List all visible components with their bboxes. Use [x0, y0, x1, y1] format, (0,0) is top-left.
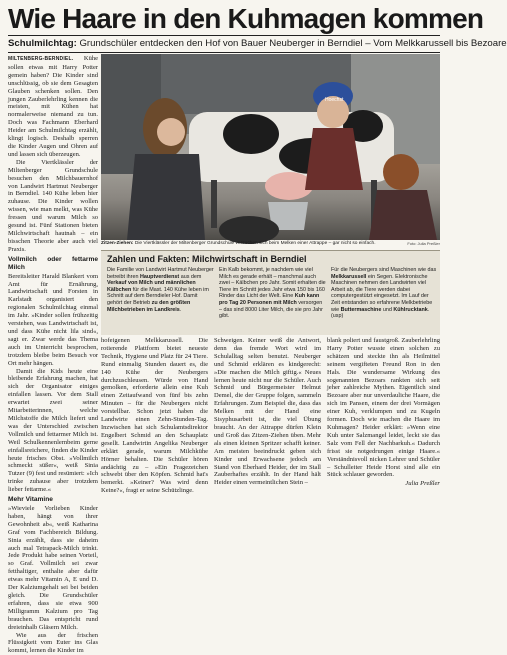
fact-box-text: Melkkarussell: [331, 273, 367, 280]
cap-text: Hoechst: [325, 97, 344, 103]
fact-box-title: Zahlen und Fakten: Milchwirtschaft in Berndiel: [107, 254, 307, 264]
article-paragraph: blank poliert und faustgroß. Zauberlehrling Harry Potter wusste einen solchen zu schätzen und steckte ihn als Heilmittel seinem vergifteten Freund Ron in den Hals. Die wundersame Wirkung des sogenannten Bezoars rankten sich seit jeher zahlreiche Mythen. Eigentlich sind Bezoare aber nur unverdauliche Haare, die sich im Pansen, einem der drei Vormägen einer Kuh, verklumpen und zu Kugeln formen. Doch wie machen die Haare im Kuhmagen? Heider erklärt: »Wenn eine Kuh unter Salzmangel leidet, leckt sie das Salz vom Fell der Nachbarkuh.« Dadurch frisst sie notgedrungen einige Haare.« Verständnisvoll nicken Lehrer und Schüler – Schulleiter Heide Horst sind alle ein Stück schlauer geworden.: [327, 337, 440, 479]
fact-box-text: betreibt ihren: [107, 273, 140, 280]
fact-box-text: Hauptverdienst: [139, 273, 180, 280]
article-column-left: [8, 55, 98, 655]
fact-box-text: Kuh kann pro Tag 20 Personen mit Milch: [219, 293, 320, 306]
photo-credit: Foto: Julia Preßler: [407, 241, 440, 246]
caption-kicker: Zitzen-Ziehen:: [101, 241, 134, 246]
fact-box-text: Für die Neubergers sind Maschinen wie das: [331, 267, 437, 273]
article-paragraph: Schweigen. Keiner weiß die Antwort, denn das fremde Wort wird im Schulalltag selten benutzt. Neuberger und Schmid erklären es kindgerecht: »Die machen die Milch giftig.« Neues lernen heute nicht nur die Schüler. Auch Schmid und Bürgermeister Helmut Demel, die der Gruppe folgen, sammeln Erfahrungen. Zum Beispiel die, dass das Melken mit der Hand eine Sisyphusarbeit ist, die viel Übung braucht. An der Attrappe dürfen Klein und Groß das Zitzen-Ziehen üben. Mehr als einen kleinen Spritzer schafft keiner. Am meisten beeindruckt geben sich Kinder und Erwachsene jedoch am Stand von Eberhard Heider, der im Stall Zauberhaftes erzählt. In der Hand hält Heider einen vermeintlichen Stein –: [214, 337, 321, 487]
fact-box-text: Buttermaschine: [340, 306, 382, 313]
fact-box-text: aus dem: [179, 273, 202, 280]
caption-text: Die Viertklässler der Miltenberger Grundschule versuchen sich beim Melken einer Attrappe – gar nicht so einfach.: [134, 241, 376, 246]
article-paragraph: Bereitsleiter Harald Blankert vom Amt für Ernährung, Landwirtschaft und Forsten in Karlstadt organisiert den regionalen Schulmilchtag einmal im Jahr. »Kinder sollen frühzeitig verstehen, was Landwirtschaft ist, und dass Kühe nicht lila sind«, sagt er. Zwar werde das Thema auch im Unterricht besprochen, trotzdem bleibe beim Besuch vor Ort mehr hängen.: [8, 272, 98, 367]
crosshead-vollmilch: Vollmilch oder fettarme Milch: [8, 255, 98, 271]
subhead-kicker: Schulmilchtag:: [8, 38, 77, 49]
fact-box-text: und: [381, 306, 394, 313]
article-paragraph: »Wieviele Vorlieben Kinder haben, hängt von ihrer Gewohnheit ab«, weiß Katharina Graf vom Fachbereich Bildung. Sinia erzählt, dass sie daheim auch mal Tetrapack-Milch trinkt. Jede Produkt habe seinen Vorteil, so Graf. Vollmilch sei zwar fetthaltiger, enthalte aber dafür etwas mehr Vitamin A, E und D. Der Kalziumgehalt sei bei beiden gleich. Die Grundschüler erfahren, dass sie etwa 900 Milligramm Kalzium pro Tag brauchen. Das entspricht rund dreieinhalb Gläsern Milch.: [8, 505, 98, 631]
fact-box-text: Kühlrucktank: [393, 306, 428, 313]
fact-box-text: Die Familie von Landwirt Hartmut Neuberger: [107, 267, 214, 273]
subhead-rule: [8, 52, 440, 53]
fact-box-text: Verkauf von Milch und männlichen Kälbchen: [107, 280, 196, 293]
headline-rule: [8, 35, 440, 36]
fact-box-text: für die Mast. 140 Kühe leben im Schnitt auf dem Berndieler Hof. Damit gehört der Betrieb: [107, 286, 209, 306]
fact-box-column-2: [219, 267, 326, 333]
fact-box: [101, 250, 440, 335]
article-intro: Kühe sollen etwas mit Harry Potter gemein haben? Die Kinder sind unschlüssig, ob sie dem Gesagten Glauben schenken sollen. Den jungen Zauberlehrling kennen die meisten, mit Kühen hat normalerweise niemand zu tun. Doch was Fachmann Eberhard Heider am Schulmilchtag erzählt, klingt logisch. Deshalb sperren die Kinder Augen und Ohren auf und lassen sich überzeugen.: [8, 55, 98, 158]
milking-photo: [101, 54, 440, 240]
fact-box-text: . (usp): [331, 306, 430, 320]
fact-box-text: Ein Kalb bekommt, je nachdem wie viel Milch es gerade erhält – manchmal auch zwei – Kälbchen pro Jahr. Somit erhalten die Tiere im Schnitt jedes Jahr etwa 150 bis 160 Rinder das Licht der Welt. Eine: [219, 267, 326, 300]
dateline: MILTENBERG-BERNDIEL.: [8, 56, 74, 62]
article-paragraph: Wie aus der frischen Flüssigkeit vom Euter ins Glas kommt, lernen die Kinder im: [8, 631, 98, 655]
article-paragraph: hofeigenen Melkkarussell. Die rotierende Plattform bietet neueste Technik, Hygiene und Platz für 24 Tiere. Rund einmalig Stunden dauert es, die 140 Kühe der Neubergers durchzuschleusen. Würde von Hand gemolken, erforderte allein eine Kuh einen Zeitaufwand von fünf bis zehn Minuten – für die Neubergers nicht vorstellbar. Schon jetzt haben die Landwirte einen Zehn-Stunden-Tag. Inzwischen hat sich Schulamtsdirektor Engelbert Schmid an den Schauplatz gesellt. Landwirtin Angelika Neuberger erklärt gerade, warum Milchkühe Hörner behalten. Die Schüler hören andächtig zu – »Ein Fragezeichen schwebt über den Köpfen. Schmid hat's bemerkt. »Keiner? Was wird denn Keine?«, fragt er seine Schützlinge.: [101, 337, 208, 495]
article-column-3: [214, 337, 321, 497]
fact-box-text: versorgen – das sind 8000 Liter Milch, die sie pro Jahr gibt.: [219, 299, 323, 320]
photo-illustration: [101, 54, 440, 240]
subhead-text: Grundschüler entdecken den Hof von Bauer Neuberger in Berndiel – Vom Melkkarussell bis Bezoare: [79, 38, 507, 49]
photo-caption: [101, 241, 440, 247]
fact-box-text: .: [179, 306, 182, 313]
subhead: [8, 37, 507, 51]
headline: Wie Haare in den Kuhmagen kommen: [8, 3, 484, 34]
fact-box-column-1: [107, 267, 214, 333]
article-column-2: [101, 337, 208, 497]
fact-box-column-3: [331, 267, 438, 333]
author-byline: Julia Preßler: [405, 480, 440, 488]
article-column-4: [327, 337, 440, 497]
article-paragraph: Damit die Kids heute eine bleibende Erfahrung machen, hat sich der Organisator einiges einfallen lassen. Vor dem Stall erwartet zwei seiner Mitarbeiterinnen, welche Milchstoffe die Milch liefert und was der Unterschied zwischen Vollmilch und fettarmer Milch ist. Weil Schulkennenlernbeim gerne einfallsreichere, finden die Kinder heute frisches Obst. »Vollmilch schmeckt süßer«, weiß Sinia Tutzer (9) fest und resümiert: »Ich trinke zuhause aber trotzdem lieber fettarme.«: [8, 367, 98, 494]
crosshead-vitamine: Mehr Vitamine: [8, 496, 53, 504]
fact-box-text: ein Segen. Elektronische Maschinen nehmen den Landwirten viel Arbeit ab, die Tiere werden dabei computergestützt eingesetzt. Im Lauf der Zeit entstanden so erfahrene Melkbetriebe wie: [331, 273, 433, 313]
fact-box-text: zu den größten Milchbetrieben im Landkreis: [107, 299, 191, 313]
article-paragraph: Die Viertklässler der Miltenberger Grundschule besuchen den Milchbauernhof von Landwirt Hartmut Neuberger in Berndiel. 140 Kühe leben hier zuhause. Die Kinder wollen wissen, wie man melkt, was Kühe fressen und warum Milch so gesund ist. Fünf Stationen bieten Milchwirtschaft hautnah – ein bisschen Theorie aber auch viel Praxis.: [8, 158, 98, 253]
